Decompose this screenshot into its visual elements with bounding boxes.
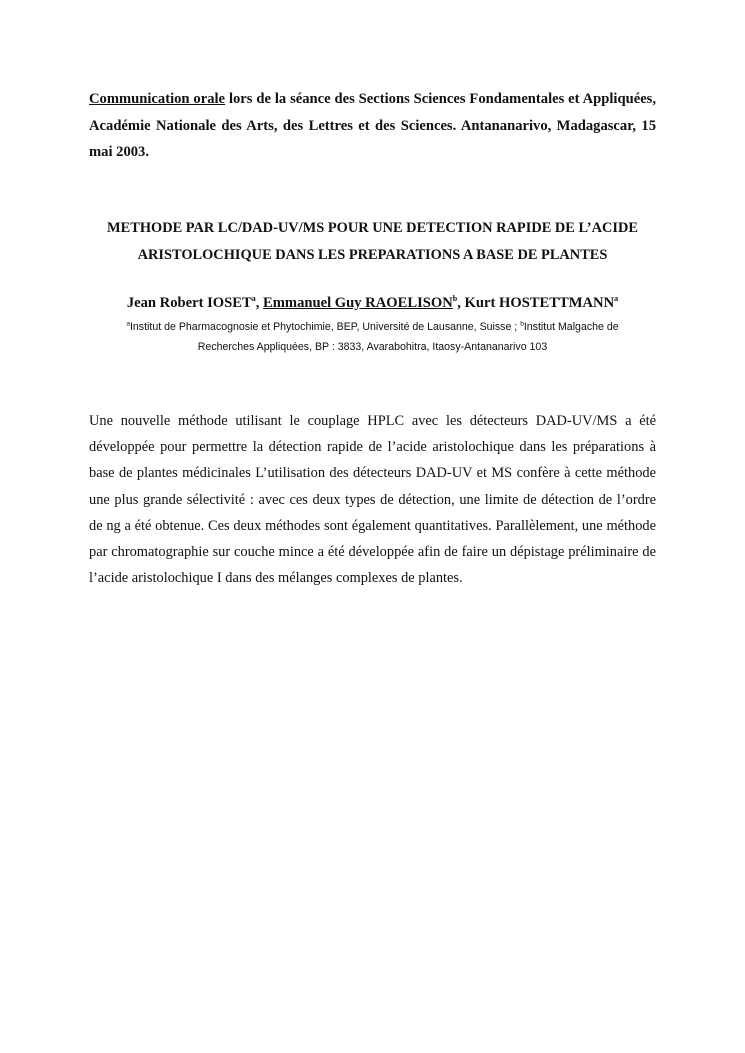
affiliation-a-text: Institut de Pharmacognosie et Phytochimie, BEP, Université de Lausanne, Suisse ; bbox=[129, 321, 521, 333]
communication-type: Communication orale bbox=[89, 91, 226, 107]
title-line-1: METHODE PAR LC/DAD-UV/MS POUR UNE DETECTION RAPIDE DE L’ACIDE bbox=[107, 220, 638, 236]
communication-details: lors de la séance des Sections Sciences Fondamentales et Appliquées, Académie Nationale des Arts, des Lettres et des Sciences. Antananarivo, Madagascar, 15 mai 2003. bbox=[89, 91, 656, 160]
author-separator: , bbox=[457, 295, 465, 311]
affiliations bbox=[89, 317, 656, 357]
abstract-paragraph: Une nouvelle méthode utilisant le couplage HPLC avec les détecteurs DAD-UV/MS a été développée pour permettre la détection rapide de l’acide aristolochique dans les préparations à base de plantes médicinales L’utilisation des détecteurs DAD-UV et MS confère à cette méthode une plus grande sélectivité : avec ces deux types de détection, une limite de détection de l’ordre de ng a été obtenue. Ces deux méthodes sont également quantitatives. Parallèlement, une méthode par chromatographie sur couche mince a été développée afin de faire un dépistage préliminaire de l’acide aristolochique I dans des mélanges complexes de plantes. bbox=[89, 413, 656, 587]
document-title bbox=[89, 215, 656, 268]
communication-header bbox=[89, 86, 656, 166]
author-affiliation-mark: b bbox=[452, 294, 458, 304]
author-list bbox=[89, 292, 656, 314]
affiliation-mark-a: a bbox=[126, 320, 130, 328]
affiliation-b-text-start: Institut Malgache de bbox=[523, 321, 619, 333]
author-separator: , bbox=[255, 295, 264, 311]
author-name: Kurt HOSTETTMANN bbox=[464, 295, 615, 311]
affiliation-line-2: Recherches Appliquées, BP : 3833, Avarabohitra, Itaosy-Antananarivo 103 bbox=[197, 341, 548, 353]
affiliation-line-1 bbox=[89, 317, 656, 337]
author-affiliation-mark: a bbox=[251, 294, 256, 304]
author-name: Jean Robert IOSET bbox=[126, 295, 252, 311]
author-affiliation-mark: a bbox=[614, 294, 619, 304]
title-line-2: ARISTOLOCHIQUE DANS LES PREPARATIONS A BASE DE PLANTES bbox=[137, 246, 608, 263]
affiliation-mark-b: b bbox=[520, 320, 524, 328]
author-name-presenting: Emmanuel Guy RAOELISON bbox=[263, 295, 453, 311]
